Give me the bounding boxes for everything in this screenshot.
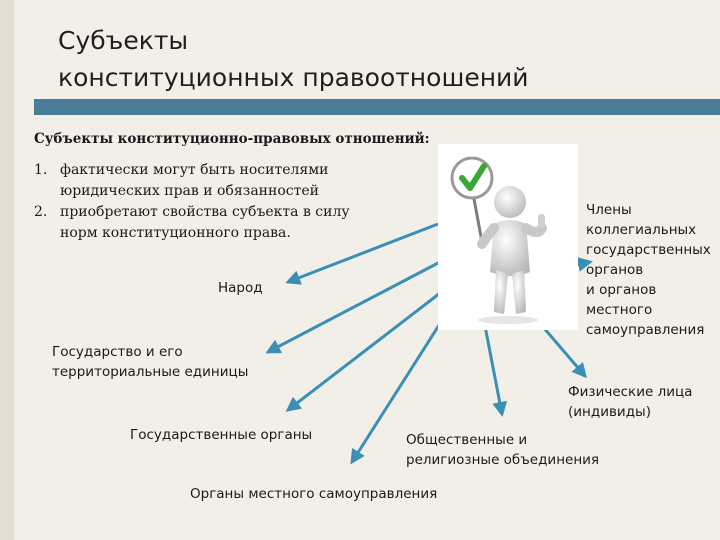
person-with-checkmark-sign-icon	[438, 144, 578, 330]
subject-line: Государство и его	[52, 344, 183, 360]
list-text-line: приобретают свойства субъекта в силу	[60, 204, 350, 220]
subject-gos-organy: Государственные органы	[130, 427, 313, 443]
subtitle: Субъекты конституционно-правовых отношений:	[34, 131, 430, 147]
subject-line: государственных	[586, 242, 711, 258]
subject-line: местного	[586, 302, 653, 318]
subject-narod: Народ	[218, 280, 263, 296]
subject-line: территориальные единицы	[52, 364, 249, 380]
subject-organy-msu: Органы местного самоуправления	[190, 486, 438, 502]
subject-line: Физические лица	[568, 384, 693, 400]
subject-line: Общественные и	[406, 432, 528, 448]
list-text-line: юридических прав и обязанностей	[60, 183, 319, 199]
figure-image	[438, 144, 578, 330]
subject-line: и органов	[586, 282, 657, 298]
subject-chleny	[586, 200, 711, 340]
subject-line: органов	[586, 262, 644, 278]
arrow-to-gos-organy	[288, 290, 444, 410]
subject-line: Члены	[586, 202, 632, 218]
list-number: 2.	[34, 204, 48, 220]
subject-obshch	[406, 430, 599, 470]
title-line-2: конституционных правоотношений	[58, 63, 529, 92]
title-line-1: Субъекты	[58, 26, 189, 55]
subject-gosudarstvo	[52, 342, 248, 382]
subject-fiz	[568, 382, 692, 422]
subject-line: коллегиальных	[586, 222, 697, 238]
arrow-to-gosudarstvo	[268, 262, 440, 352]
subject-line: самоуправления	[586, 322, 705, 338]
list-text-line: фактически могут быть носителями	[60, 162, 329, 178]
subject-line: религиозные объединения	[406, 452, 600, 468]
list-number: 1.	[34, 162, 48, 178]
list-text-line: норм конституционного права.	[60, 225, 291, 241]
subject-line: (индивиды)	[568, 404, 651, 420]
